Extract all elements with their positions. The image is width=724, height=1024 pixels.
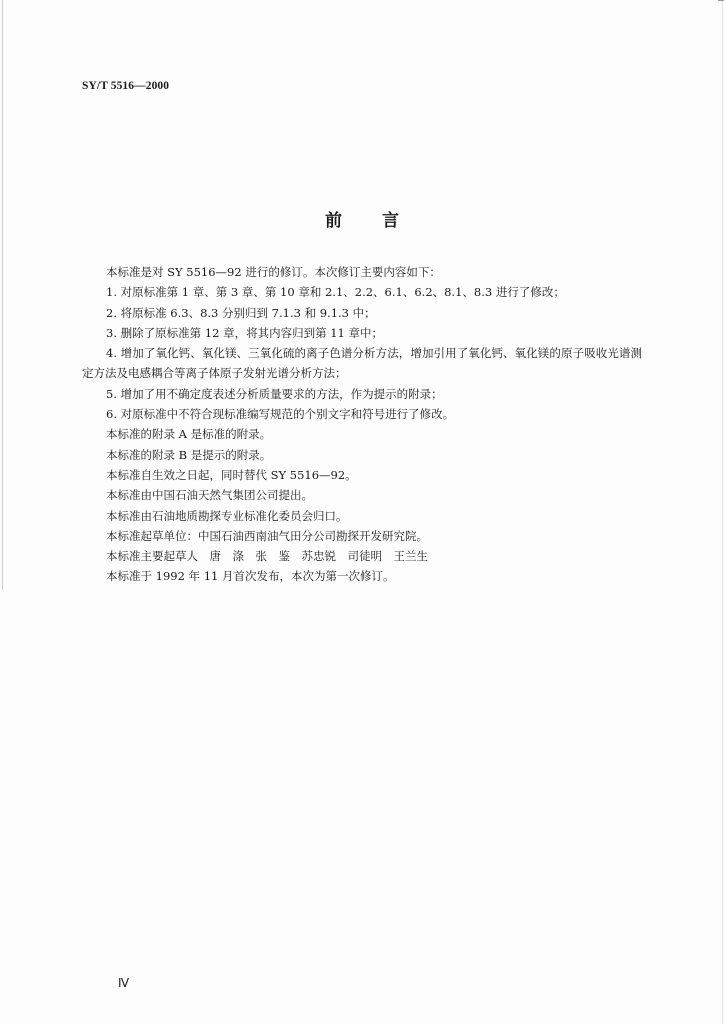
revision-item: 2. 将原标准 6.3、8.3 分别归到 7.1.3 和 9.1.3 中； [106,305,376,320]
scan-corner-mark [718,0,724,7]
foreword-paragraph: 本标准的附录 B 是提示的附录。 [106,447,272,462]
page-number: Ⅳ [118,976,130,990]
page-title: 前言 [325,211,439,231]
foreword-paragraph: 本标准自生效之日起，同时替代 SY 5516—92。 [106,467,357,482]
revision-item: 6. 对原标准中不符合现标准编写规范的个别文字和符号进行了修改。 [106,407,455,422]
drafters-paragraph: 本标准主要起草人 唐 涤 张 鉴 苏忠锐 司徒明 王兰生 [106,549,428,564]
foreword-paragraph: 本标准是对 SY 5516—92 进行的修订。本次修订主要内容如下： [106,265,441,279]
scan-edge-left [2,0,3,590]
standard-code: SY/T 5516—2000 [82,80,170,92]
foreword-body [82,262,642,587]
foreword-paragraph: 本标准由中国石油天然气集团公司提出。 [106,488,313,503]
foreword-paragraph: 本标准于 1992 年 11 月首次发布，本次为第一次修订。 [106,569,395,584]
foreword-paragraph: 本标准的附录 A 是标准的附录。 [106,427,272,442]
revision-item: 5. 增加了用不确定度表述分析质量要求的方法，作为提示的附录； [106,386,443,401]
revision-item: 3. 删除了原标准第 12 章，将其内容归到第 11 章中； [106,325,384,340]
scan-edge-right [722,0,723,1024]
revision-item: 4. 增加了氧化钙、氧化镁、三氧化硫的离子色谱分析方法，增加引用了氧化钙、氧化镁的原子吸收光谱测定方法及电感耦合等离子体原子发射光谱分析方法； [82,346,642,381]
foreword-paragraph: 本标准起草单位：中国石油西南油气田分公司勘探开发研究院。 [106,528,428,543]
foreword-paragraph: 本标准由石油地质勘探专业标准化委员会归口。 [106,508,348,523]
revision-item: 1. 对原标准第 1 章、第 3 章、第 10 章和 2.1、2.2、6.1、6.2、8.1、8.3 进行了修改； [106,285,565,300]
